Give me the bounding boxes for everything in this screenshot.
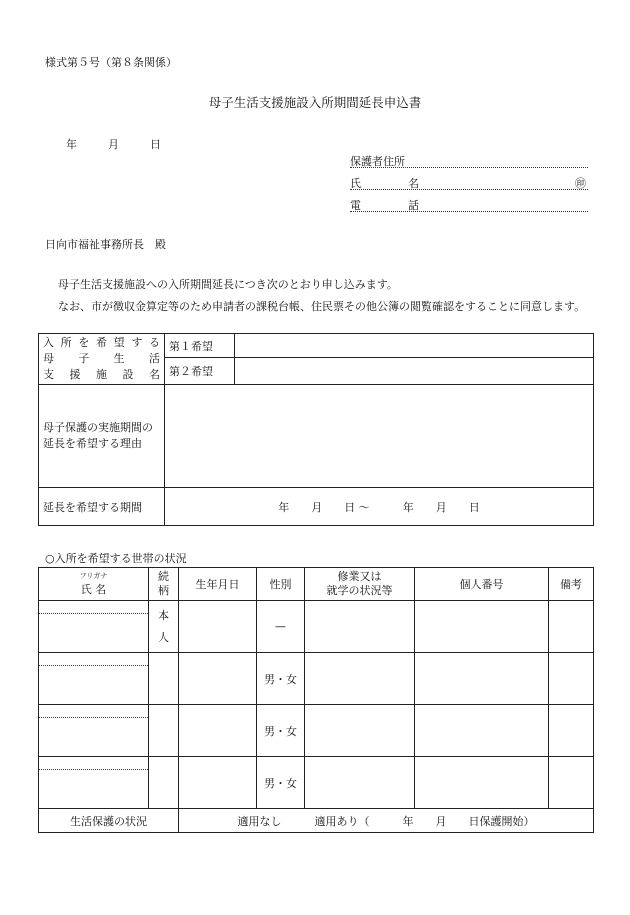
gender-option[interactable]: 男・女 bbox=[257, 757, 305, 809]
furigana-line bbox=[39, 769, 148, 770]
remarks-cell[interactable] bbox=[549, 653, 594, 705]
relation-cell[interactable] bbox=[149, 705, 179, 757]
birthdate-header: 生年月日 bbox=[179, 568, 257, 601]
phone-label-1: 電 bbox=[350, 199, 361, 212]
period-input[interactable]: 年 月 日 ～ 年 月 日 bbox=[165, 488, 594, 526]
addressee: 日向市福祉事務所長 殿 bbox=[45, 238, 166, 251]
facility-label-line2: 母 子 生 活 bbox=[43, 352, 160, 365]
table-row bbox=[39, 653, 594, 705]
gender-option[interactable]: 男・女 bbox=[257, 705, 305, 757]
furigana-line bbox=[39, 717, 148, 718]
gender-header: 性別 bbox=[257, 568, 305, 601]
section-heading: ○入所を希望する世帯の状況 bbox=[45, 552, 187, 565]
birthdate-cell[interactable] bbox=[179, 601, 257, 653]
name-cell[interactable] bbox=[39, 705, 149, 757]
individual-number-cell[interactable] bbox=[415, 705, 549, 757]
name-header bbox=[39, 568, 149, 601]
address-field[interactable] bbox=[350, 153, 588, 168]
birthdate-cell[interactable] bbox=[179, 757, 257, 809]
remarks-header: 備考 bbox=[549, 568, 594, 601]
remarks-cell[interactable] bbox=[549, 601, 594, 653]
study-header bbox=[305, 568, 415, 601]
gender-cell: — bbox=[257, 601, 305, 653]
name-header-label: 氏 名 bbox=[80, 582, 107, 596]
individual-number-cell[interactable] bbox=[415, 601, 549, 653]
name-cell[interactable] bbox=[39, 601, 149, 653]
household-table bbox=[38, 567, 594, 833]
furigana-line bbox=[39, 613, 148, 614]
birthdate-cell[interactable] bbox=[179, 653, 257, 705]
name-cell[interactable] bbox=[39, 653, 149, 705]
furigana-header: フリガナ bbox=[79, 571, 108, 580]
date-line bbox=[66, 136, 161, 152]
relation-header-1: 続 bbox=[158, 570, 169, 583]
name-label-2: 名 bbox=[408, 177, 419, 190]
choice1-input[interactable] bbox=[235, 334, 594, 358]
date-year: 年 bbox=[66, 138, 77, 151]
relation-cell[interactable] bbox=[149, 757, 179, 809]
individual-number-cell[interactable] bbox=[415, 757, 549, 809]
facility-request-table bbox=[38, 333, 594, 526]
choice2-label: 第２希望 bbox=[165, 358, 235, 385]
facility-label bbox=[39, 334, 165, 385]
relation-header bbox=[149, 568, 179, 601]
welfare-label: 生活保護の状況 bbox=[39, 809, 179, 833]
facility-label-line1: 入所を希望する bbox=[43, 336, 160, 349]
furigana-line bbox=[39, 665, 148, 666]
reason-input[interactable] bbox=[165, 385, 594, 488]
relation-self-1: 本 bbox=[158, 608, 169, 622]
date-day: 日 bbox=[150, 138, 161, 151]
reason-label: 母子保護の実施期間の延長を希望する理由 bbox=[39, 385, 165, 488]
name-cell[interactable] bbox=[39, 757, 149, 809]
phone-field[interactable] bbox=[350, 197, 588, 212]
relation-self-2: 人 bbox=[158, 630, 169, 644]
study-header-1: 修業又は bbox=[337, 570, 382, 583]
name-field[interactable] bbox=[350, 175, 588, 190]
table-row bbox=[39, 705, 594, 757]
choice1-label: 第１希望 bbox=[165, 334, 235, 358]
table-row bbox=[39, 601, 594, 653]
document-title: 母子生活支援施設入所期間延長申込書 bbox=[208, 95, 422, 110]
birthdate-cell[interactable] bbox=[179, 705, 257, 757]
body-paragraph-1: 母子生活支援施設への入所期間延長につき次のとおり申し込みます。 bbox=[58, 278, 398, 291]
study-header-2: 就学の状況等 bbox=[326, 584, 393, 597]
relation-cell bbox=[149, 601, 179, 653]
study-cell[interactable] bbox=[305, 757, 415, 809]
name-label-1: 氏 bbox=[350, 177, 361, 190]
relation-header-2: 柄 bbox=[158, 584, 169, 597]
remarks-cell[interactable] bbox=[549, 757, 594, 809]
seal-mark: ㊞ bbox=[575, 177, 586, 190]
address-label: 保護者住所 bbox=[350, 155, 405, 168]
study-cell[interactable] bbox=[305, 705, 415, 757]
relation-cell[interactable] bbox=[149, 653, 179, 705]
welfare-status[interactable]: 適用なし 適用あり（ 年 月 日保護開始） bbox=[179, 809, 594, 833]
study-cell[interactable] bbox=[305, 601, 415, 653]
table-row bbox=[39, 757, 594, 809]
individual-number-cell[interactable] bbox=[415, 653, 549, 705]
gender-option[interactable]: 男・女 bbox=[257, 653, 305, 705]
period-label: 延長を希望する期間 bbox=[39, 488, 165, 526]
form-number: 様式第５号（第８条関係） bbox=[45, 56, 177, 69]
individual-number-header: 個人番号 bbox=[415, 568, 549, 601]
study-cell[interactable] bbox=[305, 653, 415, 705]
facility-label-line3: 支 援 施 設 名 bbox=[43, 368, 160, 381]
body-paragraph-2: なお、市が徴収金算定等のため申請者の課税台帳、住民票その他公簿の閲覧確認をすることに同意します。 bbox=[58, 300, 586, 313]
phone-label-2: 話 bbox=[408, 199, 419, 212]
choice2-input[interactable] bbox=[235, 358, 594, 385]
remarks-cell[interactable] bbox=[549, 705, 594, 757]
date-month: 月 bbox=[108, 138, 119, 151]
